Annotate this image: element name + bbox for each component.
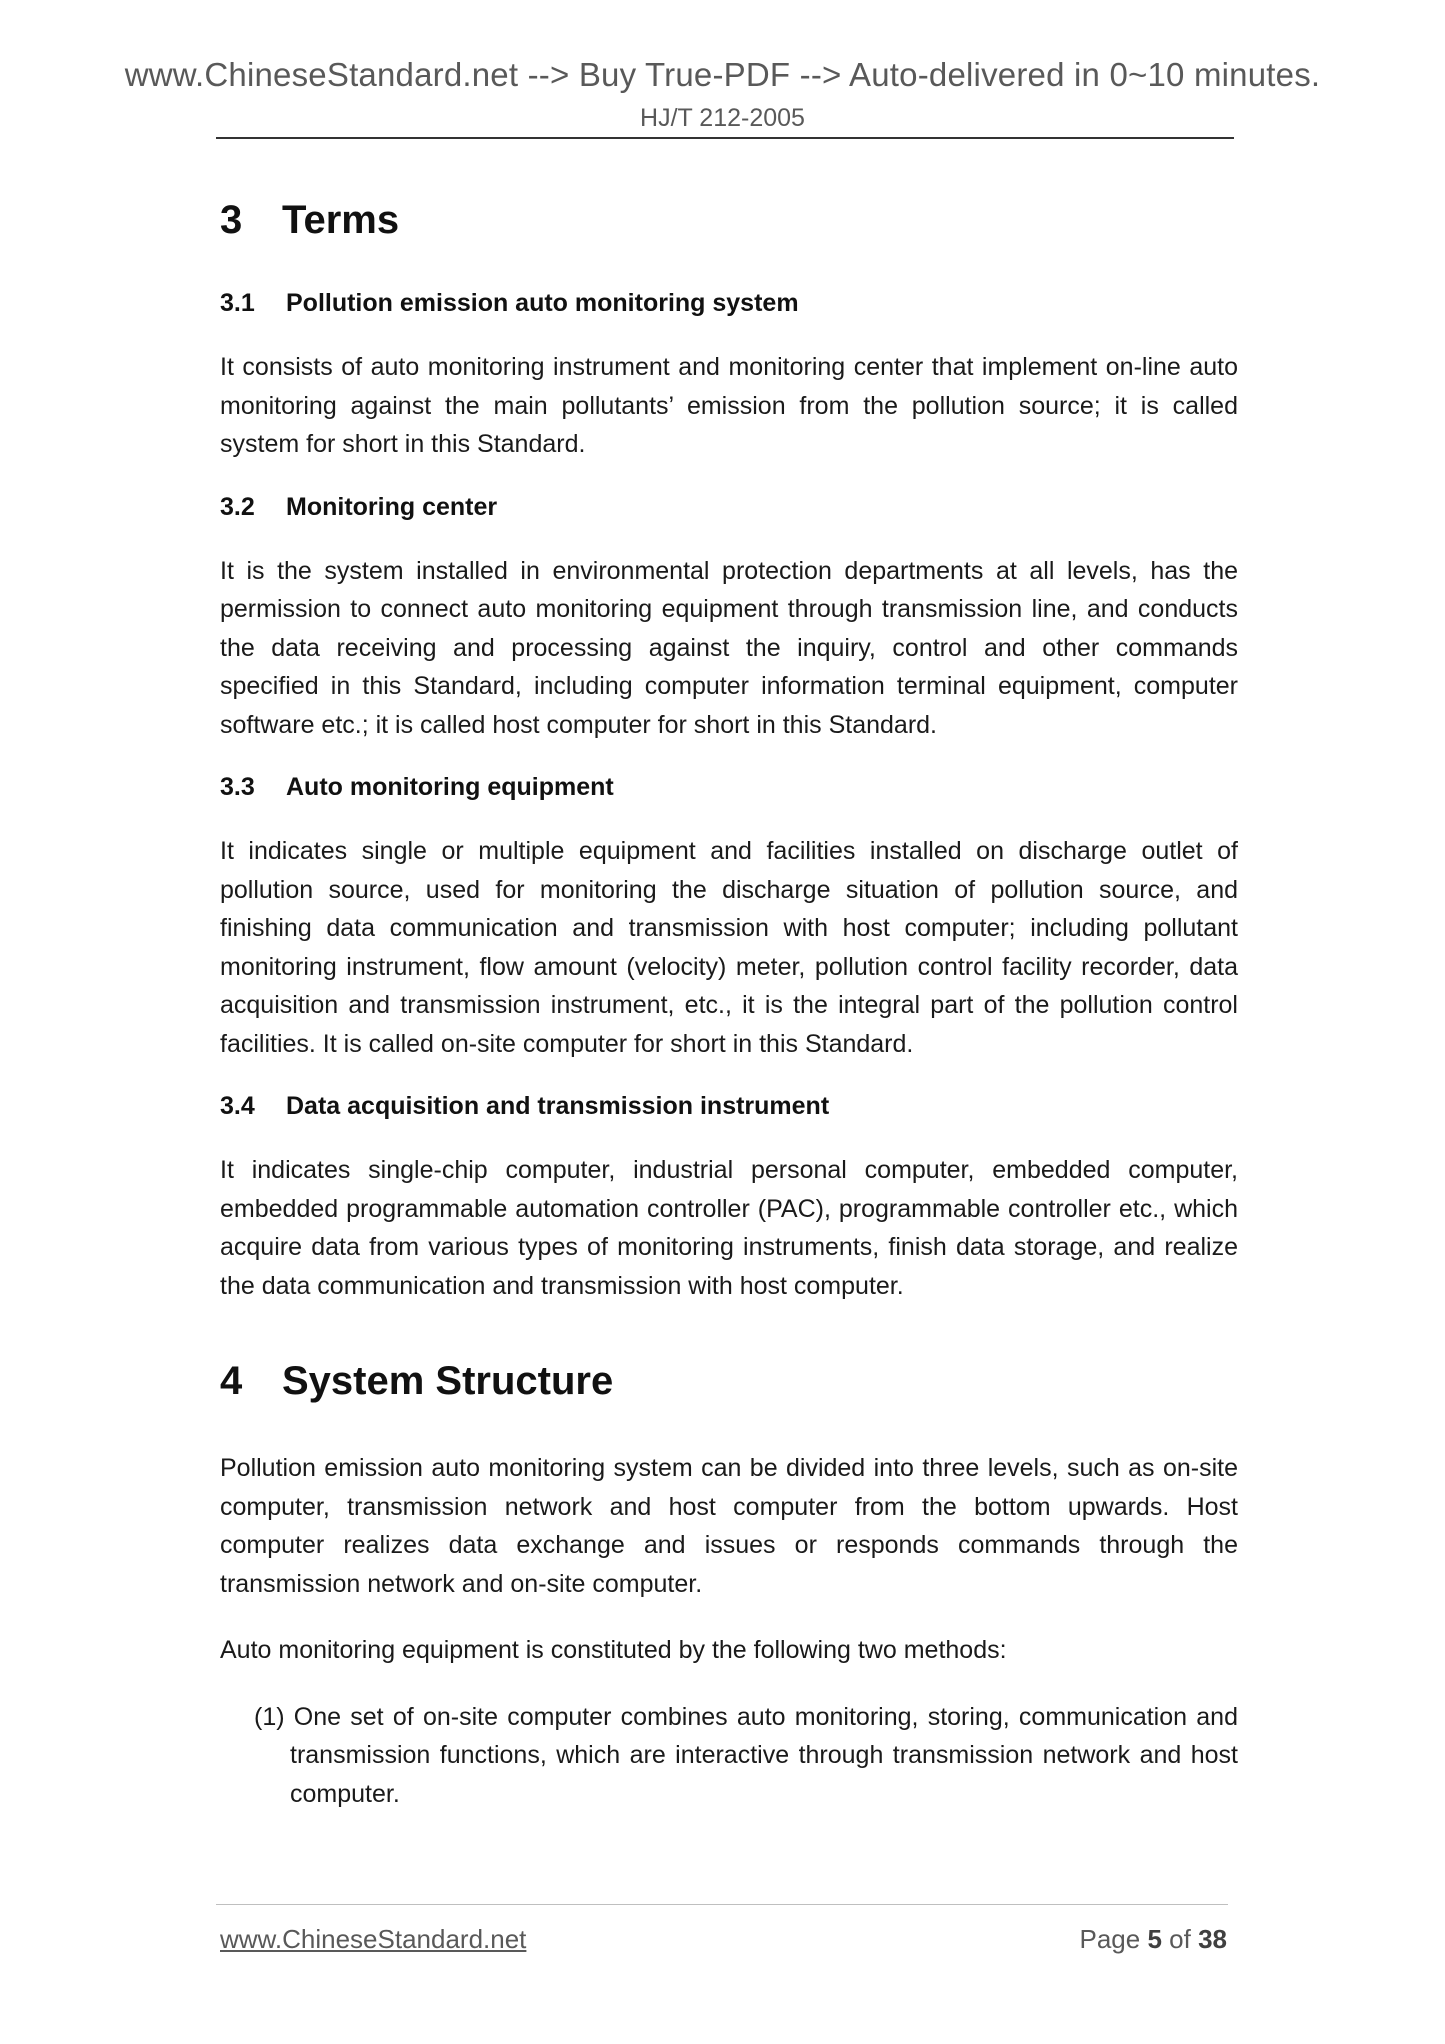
- term-number: 3.4: [220, 1092, 255, 1120]
- footer-site-link[interactable]: www.ChineseStandard.net: [220, 1924, 527, 1954]
- term-title: Pollution emission auto monitoring system: [286, 289, 799, 317]
- list-item: (1) One set of on-site computer combines auto monitoring, storing, communication and transmission functions, which are interactive through transmission network and host computer.: [254, 1702, 1238, 1808]
- header-banner: www.ChineseStandard.net --> Buy True-PDF --> Auto-delivered in 0~10 minutes.: [124, 56, 1321, 93]
- page-prefix: Page: [1079, 1924, 1141, 1954]
- section-number: 4: [220, 1359, 243, 1403]
- term-title: Auto monitoring equipment: [286, 773, 614, 801]
- section-4-paragraph: Pollution emission auto monitoring system can be divided into three levels, such as on-site computer, transmission network and host computer from the bottom upwards. Host computer realizes data exchange and issues or responds commands through the transmission network and on-site computer.: [220, 1454, 1238, 1598]
- term-3-3-text: It indicates single or multiple equipment and facilities installed on discharge outlet of pollution source, used for monitoring the discharge situation of pollution source, and finishing data communication and transmission with host computer; including pollutant monitoring instrument, flow amount (velocity) meter, pollution control facility recorder, data acquisition and transmission instrument, etc., it is the integral part of the pollution control facilities. It is called on-site computer for short in this Standard.: [220, 837, 1238, 1058]
- section-4-heading: [220, 1357, 1238, 1405]
- page-body: [220, 178, 1238, 1813]
- section-title: System Structure: [282, 1359, 614, 1403]
- term-number: 3.1: [220, 289, 255, 317]
- term-number: 3.3: [220, 773, 255, 801]
- section-number: 3: [220, 198, 243, 242]
- header-divider: [216, 137, 1234, 139]
- term-3-3-heading: [220, 772, 1238, 802]
- term-3-4-heading: [220, 1091, 1238, 1121]
- term-title: Monitoring center: [286, 492, 498, 521]
- section-title: Terms: [282, 198, 400, 242]
- term-3-2-heading: [220, 492, 1238, 522]
- page-current: 5: [1147, 1924, 1162, 1954]
- term-number: 3.2: [220, 492, 255, 521]
- term-3-1-heading: [220, 288, 1238, 318]
- page-total: 38: [1198, 1924, 1227, 1954]
- term-3-2-text: It is the system installed in environmental protection departments at all levels, has the permission to connect auto monitoring equipment through transmission line, and conducts the data receiving and processing against the inquiry, control and other commands specified in this Standard, including computer information terminal equipment, computer software etc.; it is called host computer for short in this Standard.: [220, 556, 1238, 739]
- term-title: Data acquisition and transmission instrument: [286, 1092, 830, 1120]
- section-4-paragraph: Auto monitoring equipment is constituted by the following two methods:: [220, 1636, 1007, 1664]
- term-3-4-text: It indicates single-chip computer, industrial personal computer, embedded computer, embedded programmable automation controller (PAC), programmable controller etc., which acquire data from various types of monitoring instruments, finish data storage, and realize the data communication and transmission with host computer.: [220, 1156, 1238, 1300]
- page-of: of: [1169, 1924, 1191, 1954]
- page-indicator: [1079, 1924, 1227, 1955]
- section-3-heading: [220, 196, 1238, 244]
- doc-code: HJ/T 212-2005: [640, 104, 805, 132]
- footer-divider: [216, 1904, 1228, 1905]
- term-3-1-text: It consists of auto monitoring instrument and monitoring center that implement on-line auto monitoring against the main pollutants’ emission from the pollution source; it is called system for short in this Standard.: [220, 353, 1238, 458]
